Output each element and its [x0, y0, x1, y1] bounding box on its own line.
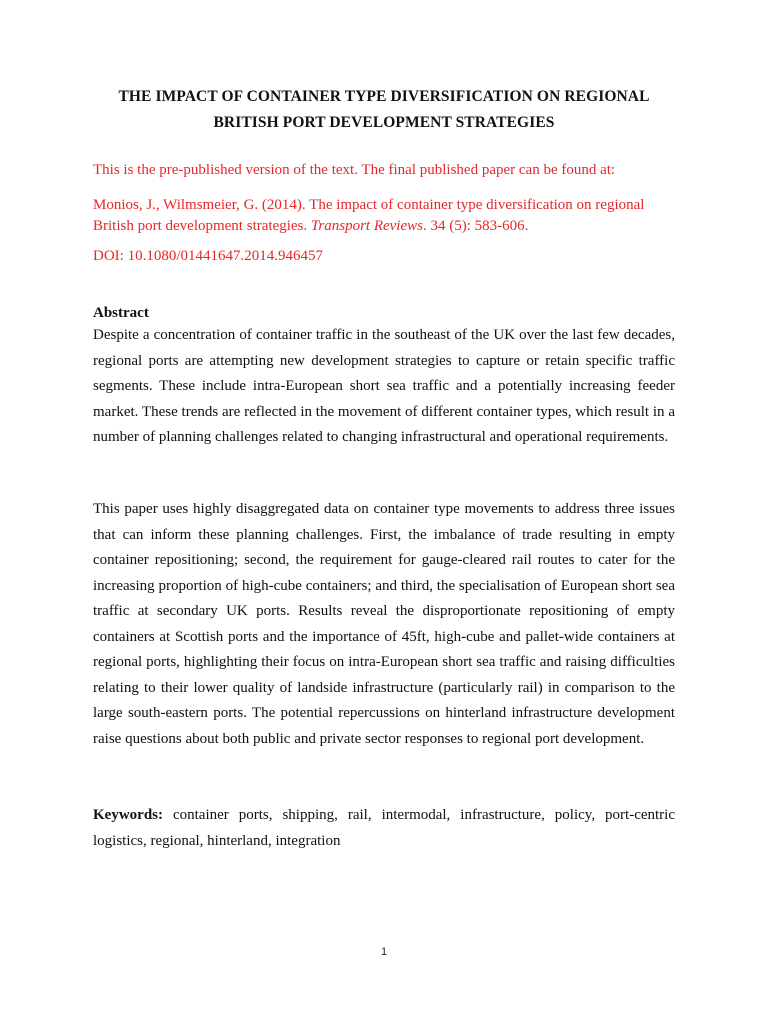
citation-journal: Transport Reviews [310, 218, 423, 234]
keywords-label: Keywords: [93, 807, 163, 823]
doi-line: DOI: 10.1080/01441647.2014.946457 [93, 248, 323, 264]
citation [93, 195, 678, 237]
prepublished-note: This is the pre-published version of the text. The final published paper can be found at: [93, 162, 616, 178]
citation-details: . 34 (5): 583-606. [422, 218, 529, 234]
paper-title-line-2: BRITISH PORT DEVELOPMENT STRATEGIES [213, 114, 555, 131]
abstract-paragraph-1: Despite a concentration of container traffic in the southeast of the UK over the last few decades, regional ports are attempting new development strategies to capture or retain specific traffic segments. These include intra-European short sea traffic and a potentially increasing feeder market. These trends are reflected in the movement of different container types, which result in a number of planning challenges related to changing infrastructural and operational requirements. [93, 327, 675, 445]
paper-title-line-1: THE IMPACT OF CONTAINER TYPE DIVERSIFICATION ON REGIONAL [118, 88, 650, 105]
keywords [93, 803, 675, 854]
abstract-paragraph-2: This paper uses highly disaggregated data on container type movements to address three issues that can inform these planning challenges. First, the imbalance of trade resulting in empty container repositioning; second, the requirement for gauge-cleared rail routes to cater for the increasing proportion of high-cube containers; and third, the specialisation of European short sea traffic at secondary UK ports. Results reveal the disproportionate repositioning of empty containers at Scottish ports and the importance of 45ft, high-cube and pallet-wide containers at regional ports, highlighting their focus on intra-European short sea traffic and raising difficulties relating to their lower quality of landside infrastructure (particularly rail) in comparison to the large south-eastern ports. The potential repercussions on hinterland infrastructure development raise questions about both public and private sector responses to regional port development. [93, 501, 675, 747]
abstract-heading: Abstract [93, 305, 149, 321]
keywords-list: container ports, shipping, rail, intermodal, infrastructure, policy, port-centric logistics, regional, hinterland, integration [93, 807, 675, 849]
page-number: 1 [380, 946, 388, 958]
citation-authors: Monios, J., Wilmsmeier, G. (2014). The impact of container type diversification on regional British port development strategies. [93, 197, 645, 234]
